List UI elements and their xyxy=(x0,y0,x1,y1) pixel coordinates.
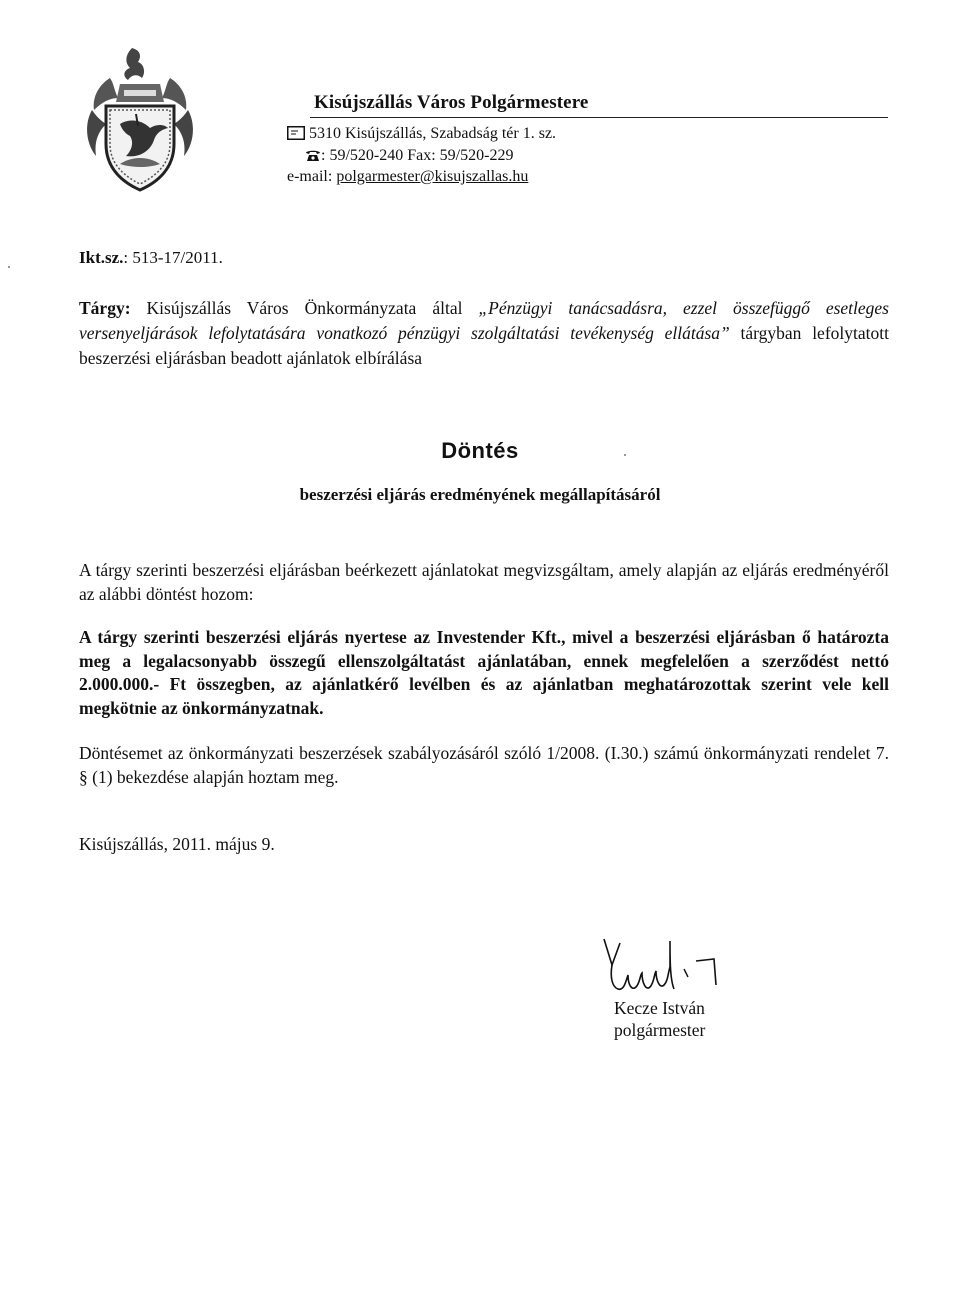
coat-of-arms-icon xyxy=(80,44,200,194)
phone-line xyxy=(305,146,513,166)
subject-label: Tárgy: xyxy=(79,298,131,318)
subject-italic: „Pénzügyi tanácsadásra, ezzel összefüggő esetleges versenyeljárások lefolytatására vonatkozó pénzügyi szolgáltatási tevékenység ellátása” xyxy=(79,298,889,343)
header-divider xyxy=(310,117,888,118)
scan-speck xyxy=(8,266,10,268)
telephone-icon xyxy=(305,148,321,162)
address-line xyxy=(287,124,556,144)
email-link[interactable]: polgarmester@kisujszallas.hu xyxy=(336,168,529,185)
issuer-title: Kisújszállás Város Polgármestere xyxy=(314,92,589,113)
paragraph-legal-basis: Döntésemet az önkormányzati beszerzések szabályozásáról szóló 1/2008. (I.30.) számú önkormányzati rendelet 7. § (1) bekezdése alapján hoztam meg. xyxy=(79,743,889,787)
envelope-icon xyxy=(287,126,305,140)
address-text: 5310 Kisújszállás, Szabadság tér 1. sz. xyxy=(309,125,557,142)
email-label: e-mail: xyxy=(287,168,337,185)
paragraph-winner: A tárgy szerinti beszerzési eljárás nyertese az Investender Kft., mivel a beszerzési eljárásban ő határozta meg a legalacsonyabb összegű ellenszolgáltatást ajánlatában, ennek megfelelően a szerződést nettó 2.000.000.- Ft összegben, az ajánlatkérő levélben és az ajánlatban meghatározottak szerint vele kell megkötnie az önkormányzatnak. xyxy=(79,627,889,718)
phone-fax-text: : 59/520-240 Fax: 59/520-229 xyxy=(321,147,514,164)
place-date: Kisújszállás, 2011. május 9. xyxy=(79,834,275,854)
signatory-name: Kecze István xyxy=(614,998,705,1018)
signatory-role: polgármester xyxy=(614,1020,706,1040)
subject-block xyxy=(79,296,889,371)
email-line xyxy=(287,167,528,187)
decision-subtitle: beszerzési eljárás eredményének megállapításáról xyxy=(299,485,661,504)
reference-value: : 513-17/2011. xyxy=(123,248,223,267)
paragraph-findings: A tárgy szerinti beszerzési eljárásban beérkezett ajánlatokat megvizsgáltam, amely alapján az eljárás eredményéről az alábbi döntést hozom: xyxy=(79,560,889,604)
reference-number xyxy=(79,248,223,268)
reference-label: Ikt.sz. xyxy=(79,248,124,267)
scan-speck xyxy=(624,454,626,456)
subject-intro: Kisújszállás Város Önkormányzata által xyxy=(130,298,479,318)
subject-rest: tárgyban lefolytatott beszerzési eljárásban beadott ajánlatok elbírálása xyxy=(79,323,889,368)
decision-title: Döntés xyxy=(441,438,519,463)
